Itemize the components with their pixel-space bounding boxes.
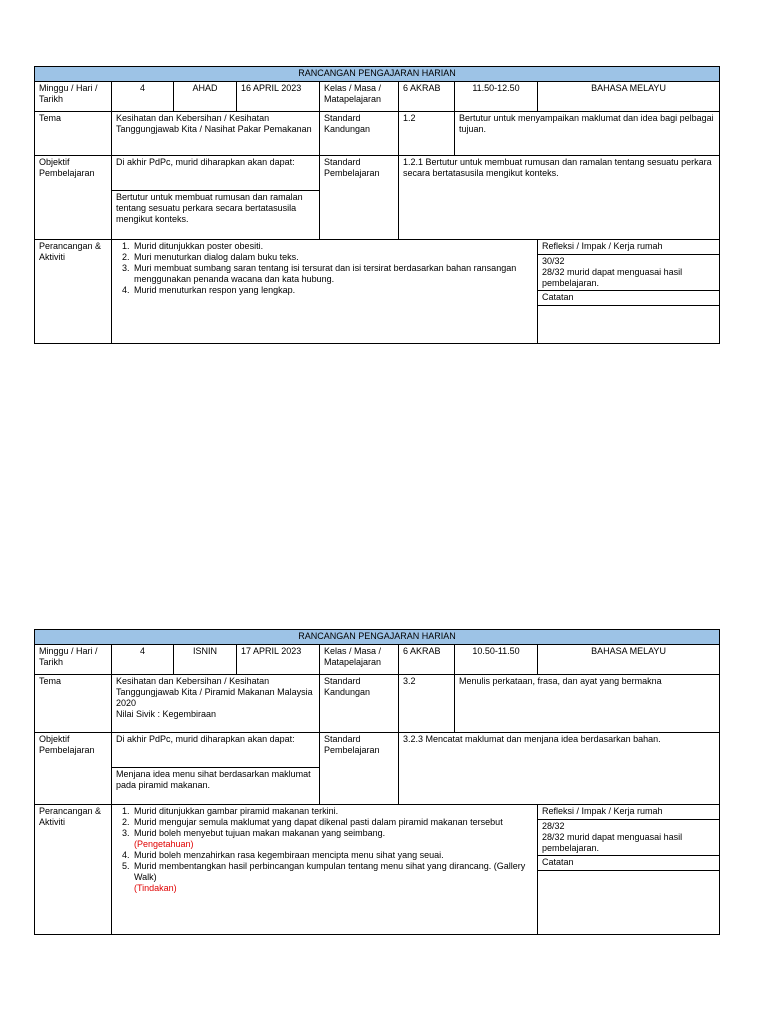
aktiviti-item: 3. Muri membuat sumbang saran tentang isi tersurat dan isi tersirat berdasarkan bahan ransangan menggunakan penanda wacana dan kata hubung.: [132, 263, 533, 285]
plan-header: RANCANGAN PENGAJARAN HARIAN: [35, 630, 720, 645]
refleksi-value: [538, 254, 719, 290]
objektif-cell: [112, 733, 320, 805]
objektif-intro: Di akhir PdPc, murid diharapkan akan dapat:: [116, 734, 295, 744]
aktiviti-note: (Pengetahuan): [134, 839, 194, 849]
label-objektif: Objektif Pembelajaran: [35, 156, 112, 240]
minggu-value: 4: [112, 82, 174, 112]
kelas-value: 6 AKRAB: [399, 82, 455, 112]
label-refleksi: Refleksi / Impak / Kerja rumah: [542, 241, 663, 251]
sk-text: Bertutur untuk menyampaikan maklumat dan idea bagi pelbagai tujuan.: [455, 112, 720, 156]
refleksi-text: 28/32 murid dapat menguasai hasil pembelajaran.: [542, 266, 683, 288]
label-tema: Tema: [35, 112, 112, 156]
hari-value: AHAD: [174, 82, 237, 112]
tema-value: [112, 112, 320, 156]
aktiviti-item: 1. Murid ditunjukkan gambar piramid makanan terkini.: [132, 806, 533, 817]
catatan-value: [538, 305, 719, 343]
objektif-cell: [112, 156, 320, 240]
label-refleksi: Refleksi / Impak / Kerja rumah: [542, 806, 663, 816]
tema-line: Kesihatan dan Kebersihan / Kesihatan Tanggungjawab Kita / Piramid Makanan Malaysia 2020: [116, 676, 313, 708]
label-minggu: Minggu / Hari / Tarikh: [35, 82, 112, 112]
subjek-value: BAHASA MELAYU: [538, 82, 720, 112]
minggu-value: 4: [112, 645, 174, 675]
tarikh-value: 17 APRIL 2023: [237, 645, 320, 675]
label-standard-pembelajaran: Standard Pembelajaran: [320, 733, 399, 805]
kelas-value: 6 AKRAB: [399, 645, 455, 675]
refleksi-count: 30/32: [542, 255, 565, 266]
label-standard-pembelajaran: Standard Pembelajaran: [320, 156, 399, 240]
label-catatan: Catatan: [538, 290, 719, 305]
sk-code: 3.2: [399, 675, 455, 733]
aktiviti-item: 2. Muri menuturkan dialog dalam buku teks.: [132, 252, 533, 263]
refleksi-value: [538, 819, 719, 855]
label-standard-kandungan: Standard Kandungan: [320, 675, 399, 733]
subjek-value: BAHASA MELAYU: [538, 645, 720, 675]
aktiviti-item: 5. Murid membentangkan hasil perbincangan kumpulan tentang menu sihat yang dirancang. (Gallery Walk) (Tindakan): [132, 861, 533, 894]
aktiviti-item: 4. Murid menuturkan respon yang lengkap.: [132, 285, 533, 296]
masa-value: 10.50-11.50: [455, 645, 538, 675]
sk-text: Menulis perkataan, frasa, dan ayat yang bermakna: [455, 675, 720, 733]
aktiviti-note: (Tindakan): [134, 883, 177, 893]
lesson-plan-table-2: [34, 629, 720, 935]
tema-line: Nilai Sivik : Kegembiraan: [116, 709, 217, 719]
label-aktiviti: Perancangan & Aktiviti: [35, 805, 112, 935]
hari-value: ISNIN: [174, 645, 237, 675]
aktiviti-list: [116, 806, 533, 894]
objektif-intro: Di akhir PdPc, murid diharapkan akan dapat:: [116, 157, 295, 167]
objektif-text: Bertutur untuk membuat rumusan dan ramalan tentang sesuatu perkara secara bertatasusila mengikut konteks.: [112, 190, 319, 239]
masa-value: 11.50-12.50: [455, 82, 538, 112]
aktiviti-item: 3. Murid boleh menyebut tujuan makan makanan yang seimbang. (Pengetahuan): [132, 828, 533, 850]
label-kelas: Kelas / Masa / Matapelajaran: [320, 645, 399, 675]
tema-line: Kesihatan dan Kebersihan / Kesihatan Tanggungjawab Kita / Nasihat Pakar Pemakanan: [116, 113, 312, 134]
refleksi-count: 28/32: [542, 820, 565, 831]
refleksi-cell: [538, 240, 720, 344]
label-standard-kandungan: Standard Kandungan: [320, 112, 399, 156]
tarikh-value: 16 APRIL 2023: [237, 82, 320, 112]
tema-value: [112, 675, 320, 733]
plan-header: RANCANGAN PENGAJARAN HARIAN: [35, 67, 720, 82]
label-objektif: Objektif Pembelajaran: [35, 733, 112, 805]
lesson-plan-table-1: [34, 66, 720, 344]
aktiviti-cell: [112, 805, 538, 935]
label-tema: Tema: [35, 675, 112, 733]
aktiviti-item: 4. Murid boleh menzahirkan rasa kegembiraan mencipta menu sihat yang seuai.: [132, 850, 533, 861]
sp-text: 1.2.1 Bertutur untuk membuat rumusan dan ramalan tentang sesuatu perkara secara bertatasusila mengikut konteks.: [399, 156, 720, 240]
aktiviti-list: [116, 241, 533, 296]
refleksi-cell: [538, 805, 720, 935]
label-kelas: Kelas / Masa / Matapelajaran: [320, 82, 399, 112]
aktiviti-item: 2. Murid mengujar semula maklumat yang dapat dikenal pasti dalam piramid makanan tersebut: [132, 817, 533, 828]
refleksi-text: 28/32 murid dapat menguasai hasil pembelajaran.: [542, 831, 683, 853]
aktiviti-cell: [112, 240, 538, 344]
sp-text: 3.2.3 Mencatat maklumat dan menjana idea berdasarkan bahan.: [399, 733, 720, 805]
aktiviti-item: 1. Murid ditunjukkan poster obesiti.: [132, 241, 533, 252]
objektif-text: Menjana idea menu sihat berdasarkan maklumat pada piramid makanan.: [112, 767, 319, 804]
catatan-value: [538, 870, 719, 934]
label-minggu: Minggu / Hari / Tarikh: [35, 645, 112, 675]
label-catatan: Catatan: [538, 855, 719, 870]
sk-code: 1.2: [399, 112, 455, 156]
label-aktiviti: Perancangan & Aktiviti: [35, 240, 112, 344]
